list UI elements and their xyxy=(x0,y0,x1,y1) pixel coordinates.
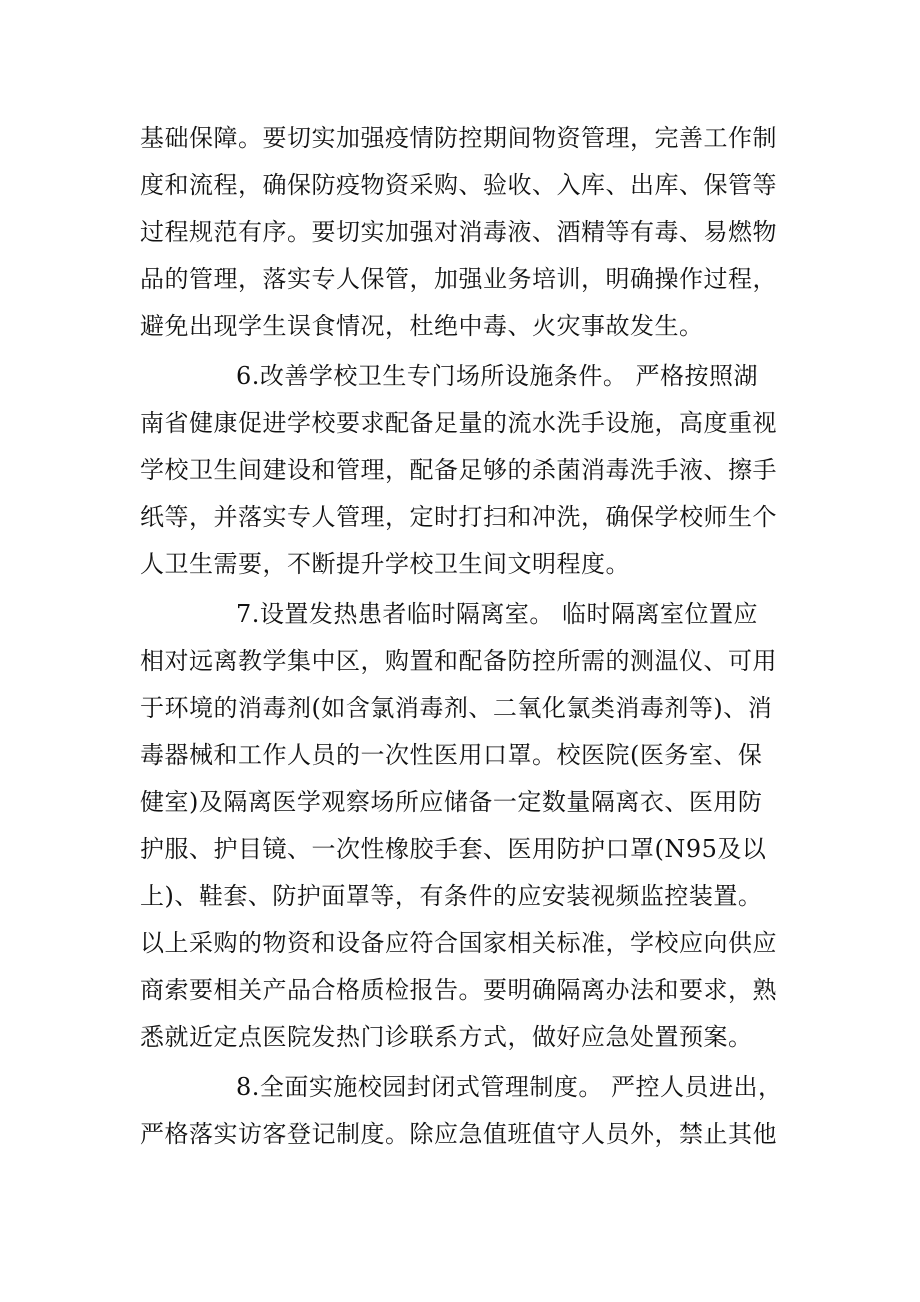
text-line: 度和流程，确保防疫物资采购、验收、入库、出库、保管等 xyxy=(140,171,777,199)
text-line: 健室)及隔离医学观察场所应储备一定数量隔离衣、医用防 xyxy=(140,788,763,816)
text-line: 于环境的消毒剂(如含氯消毒剂、二氧化氯类消毒剂等)、消 xyxy=(140,694,773,722)
text-line: 学校卫生间建设和管理，配备足够的杀菌消毒洗手液、擦手 xyxy=(140,456,777,484)
text-line: 严格落实访客登记制度。除应急值班值守人员外，禁止其他 xyxy=(140,1120,777,1148)
text-line: 毒器械和工作人员的一次性医用口罩。校医院(医务室、保 xyxy=(140,741,763,769)
section-6-heading-line: 6.改善学校卫生专门场所设施条件。 严格按照湖 xyxy=(236,362,759,390)
text-line: 避免出现学生误食情况，杜绝中毒、火灾事故发生。 xyxy=(140,312,704,340)
text-line: 纸等，并落实专人管理，定时打扫和冲洗，确保学校师生个 xyxy=(140,503,777,531)
text-line: 护服、护目镜、一次性橡胶手套、医用防护口罩(N95及以 xyxy=(140,835,767,863)
text-line: 品的管理，落实专人保管，加强业务培训，明确操作过程， xyxy=(140,265,777,293)
section-8-heading-line: 8.全面实施校园封闭式管理制度。 严控人员进出， xyxy=(236,1073,783,1101)
text-line: 基础保障。要切实加强疫情防控期间物资管理，完善工作制 xyxy=(140,124,777,152)
text-line: 商索要相关产品合格质检报告。要明确隔离办法和要求，熟 xyxy=(140,976,777,1004)
text-line: 以上采购的物资和设备应符合国家相关标准，学校应向供应 xyxy=(140,929,777,957)
text-line: 过程规范有序。要切实加强对消毒液、酒精等有毒、易燃物 xyxy=(140,218,777,246)
text-line: 上)、鞋套、防护面罩等，有条件的应安装视频监控装置。 xyxy=(140,882,763,910)
text-line: 悉就近定点医院发热门诊联系方式，做好应急处置预案。 xyxy=(140,1023,753,1051)
text-line: 人卫生需要，不断提升学校卫生间文明程度。 xyxy=(140,550,630,578)
section-7-heading-line: 7.设置发热患者临时隔离室。 临时隔离室位置应 xyxy=(236,600,759,628)
text-line: 南省健康促进学校要求配备足量的流水洗手设施，高度重视 xyxy=(140,409,777,437)
text-line: 相对远离教学集中区，购置和配备防控所需的测温仪、可用 xyxy=(140,647,777,675)
